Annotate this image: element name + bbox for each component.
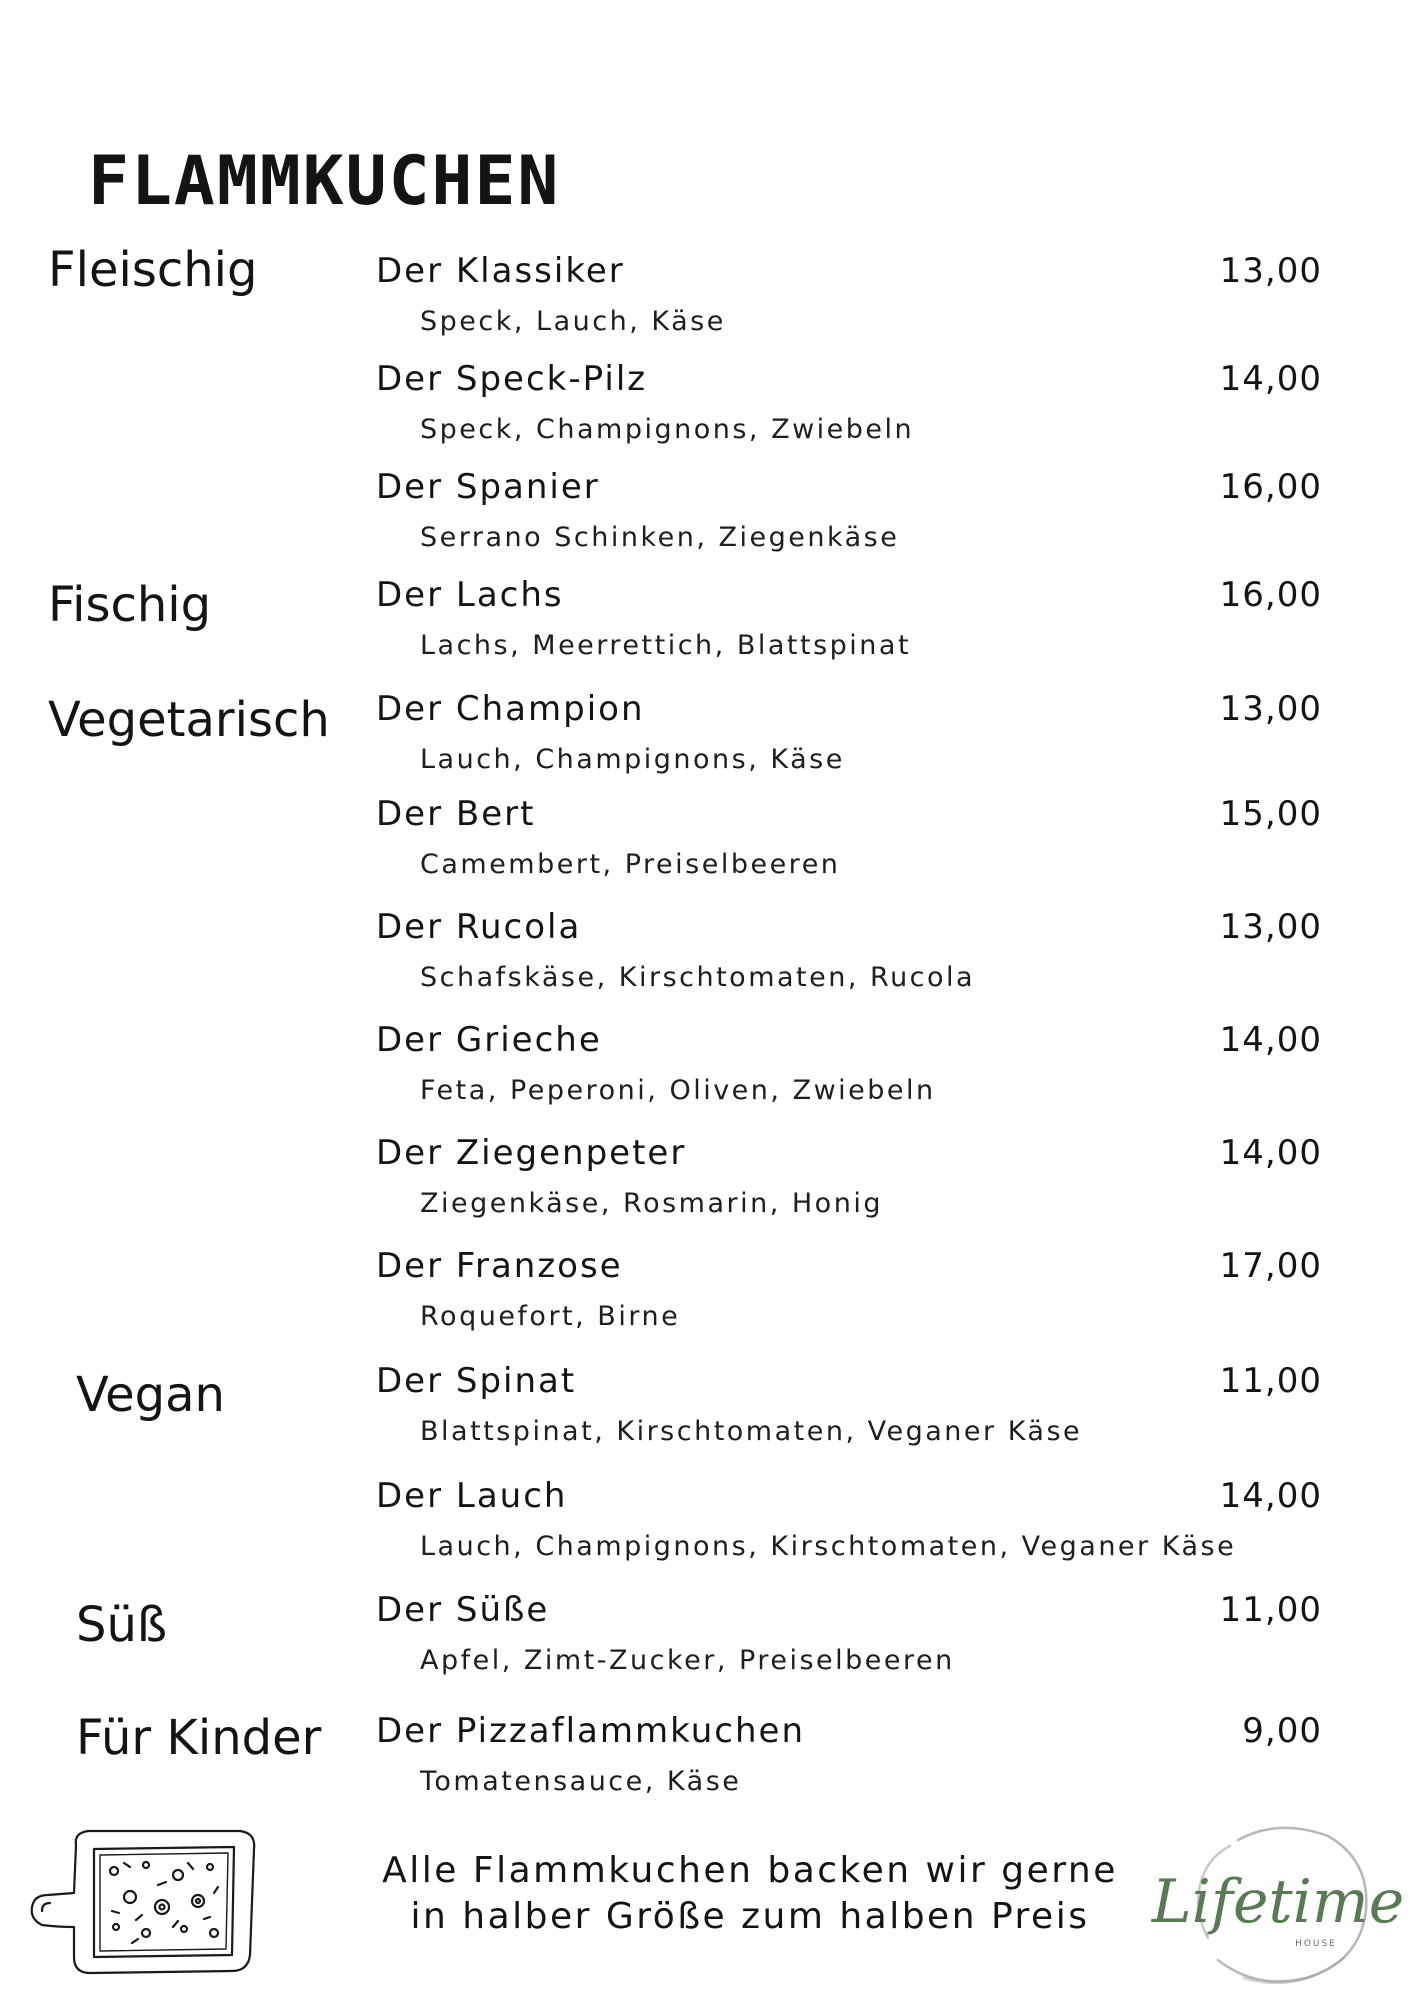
- item-desc-klassiker: Speck, Lauch, Käse: [420, 306, 726, 337]
- item-name-grieche: Der Grieche: [376, 1020, 602, 1060]
- item-desc-grieche: Feta, Peperoni, Oliven, Zwiebeln: [420, 1075, 936, 1106]
- item-desc-spanier: Serrano Schinken, Ziegenkäse: [420, 522, 900, 553]
- category-fuer-kinder: Für Kinder: [76, 1710, 322, 1766]
- item-price-grieche: 14,00: [1219, 1020, 1322, 1060]
- item-name-speck-pilz: Der Speck-Pilz: [376, 359, 648, 399]
- category-fleischig: Fleischig: [48, 242, 258, 298]
- item-name-lauch: Der Lauch: [376, 1476, 568, 1516]
- category-fischig: Fischig: [48, 577, 212, 633]
- item-name-klassiker: Der Klassiker: [376, 251, 625, 291]
- category-suess: Süß: [76, 1597, 168, 1653]
- half-size-note: [370, 1848, 1130, 1940]
- note-line-1: Alle Flammkuchen backen wir gerne: [382, 1850, 1118, 1891]
- item-price-speck-pilz: 14,00: [1219, 359, 1322, 399]
- item-desc-ziegenpeter: Ziegenkäse, Rosmarin, Honig: [420, 1188, 883, 1219]
- item-price-pizzaflammkuchen: 9,00: [1242, 1711, 1322, 1751]
- item-desc-franzose: Roquefort, Birne: [420, 1301, 681, 1332]
- item-price-klassiker: 13,00: [1219, 251, 1322, 291]
- item-name-rucola: Der Rucola: [376, 907, 582, 947]
- item-desc-pizzaflammkuchen: Tomatensauce, Käse: [420, 1766, 742, 1797]
- item-price-franzose: 17,00: [1219, 1246, 1322, 1286]
- item-price-champion: 13,00: [1219, 689, 1322, 729]
- item-name-spinat: Der Spinat: [376, 1361, 577, 1401]
- item-desc-suesse: Apfel, Zimt-Zucker, Preiselbeeren: [420, 1645, 955, 1676]
- category-vegan: Vegan: [76, 1367, 225, 1423]
- item-price-spinat: 11,00: [1219, 1361, 1322, 1401]
- item-desc-spinat: Blattspinat, Kirschtomaten, Veganer Käse: [420, 1416, 1083, 1447]
- page-title: FLAMMKUCHEN: [88, 142, 561, 221]
- item-name-suesse: Der Süße: [376, 1590, 550, 1630]
- item-name-franzose: Der Franzose: [376, 1246, 623, 1286]
- item-price-suesse: 11,00: [1219, 1590, 1322, 1630]
- lifetime-house-logo: [1151, 1818, 1405, 1990]
- item-price-lauch: 14,00: [1219, 1476, 1322, 1516]
- item-price-lachs: 16,00: [1219, 575, 1322, 615]
- item-name-pizzaflammkuchen: Der Pizzaflammkuchen: [376, 1711, 806, 1751]
- item-desc-lachs: Lachs, Meerrettich, Blattspinat: [420, 630, 912, 661]
- logo-sub: HOUSE: [1295, 1939, 1337, 1949]
- item-price-ziegenpeter: 14,00: [1219, 1133, 1322, 1173]
- note-line-2: in halber Größe zum halben Preis: [410, 1896, 1090, 1937]
- item-desc-speck-pilz: Speck, Champignons, Zwiebeln: [420, 414, 915, 445]
- item-price-bert: 15,00: [1219, 794, 1322, 834]
- item-name-bert: Der Bert: [376, 794, 536, 834]
- item-desc-lauch: Lauch, Champignons, Kirschtomaten, Veganer Käse: [420, 1531, 1237, 1562]
- item-desc-champion: Lauch, Champignons, Käse: [420, 744, 845, 775]
- item-name-ziegenpeter: Der Ziegenpeter: [376, 1133, 687, 1173]
- item-name-champion: Der Champion: [376, 689, 645, 729]
- item-price-rucola: 13,00: [1219, 907, 1322, 947]
- item-desc-rucola: Schafskäse, Kirschtomaten, Rucola: [420, 962, 976, 993]
- category-vegetarisch: Vegetarisch: [48, 692, 330, 748]
- logo-word: Lifetime: [1151, 1867, 1405, 1937]
- item-name-lachs: Der Lachs: [376, 575, 564, 615]
- item-price-spanier: 16,00: [1219, 467, 1322, 507]
- item-name-spanier: Der Spanier: [376, 467, 600, 507]
- item-desc-bert: Camembert, Preiselbeeren: [420, 849, 841, 880]
- flammkuchen-board-icon: [28, 1815, 268, 1985]
